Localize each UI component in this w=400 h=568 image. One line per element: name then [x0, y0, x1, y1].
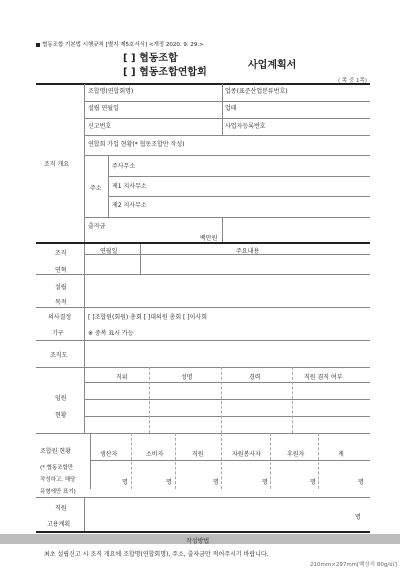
decision-label-1: 의사결정 — [48, 314, 72, 321]
title-federation: [ ] 협동조합연합회 — [123, 67, 207, 78]
employment-label-1: 직원 — [55, 505, 67, 512]
members-note-1: (* 협동조합만 — [40, 465, 74, 471]
left-border — [90, 433, 91, 489]
row-line — [36, 274, 370, 275]
officers-label-1: 임원 — [55, 395, 67, 402]
members-unit: 명 — [262, 479, 268, 486]
col-divider — [270, 433, 271, 489]
row-line — [84, 254, 370, 255]
row-line — [84, 155, 370, 156]
section-rule — [36, 531, 370, 533]
officers-col-concurrent: 직원 겸직 여부 — [304, 374, 343, 381]
row-line — [84, 118, 370, 119]
business-type-label: 업태 — [225, 105, 237, 112]
instructions-text: 최초 설립신고 시 조직 개요에 조합명(연합회명), 주소, 출자금만 적어주시기 바랍니다. — [44, 551, 269, 558]
members-col-consumer: 소비자 — [146, 451, 164, 458]
members-unit: 명 — [166, 479, 172, 486]
history-label-2: 연혁 — [55, 267, 67, 274]
members-unit: 명 — [358, 479, 364, 486]
history-label-1: 조직 — [55, 250, 67, 257]
page-count: ( 쪽 중 1쪽) — [338, 78, 367, 84]
address-divider — [108, 155, 109, 217]
row-line — [84, 382, 370, 383]
industry-label: 업종(표준산업분류번호) — [225, 88, 288, 95]
org-col-divider — [222, 84, 223, 135]
members-col-employee: 직원 — [192, 451, 204, 458]
members-label: 조합원 현황 — [40, 448, 71, 455]
left-border — [84, 367, 85, 433]
members-unit: 명 — [122, 479, 128, 486]
members-col-total: 계 — [338, 451, 344, 458]
left-border — [84, 340, 85, 367]
title-cooperative: [ ] 협동조합 — [123, 53, 178, 64]
members-col-producer: 생산자 — [100, 451, 118, 458]
left-border — [84, 497, 85, 531]
capital-divider — [222, 217, 223, 242]
purpose-label-1: 설립 — [55, 284, 67, 291]
history-divider — [140, 244, 141, 274]
main-office-label: 주사무소 — [112, 163, 136, 170]
members-note-2: 작성하고, 해당 — [40, 477, 76, 483]
history-col-content: 주요내용 — [236, 248, 260, 255]
col-divider — [221, 433, 222, 489]
bullet-icon — [36, 43, 40, 47]
section-rule — [36, 242, 370, 244]
row-line — [84, 217, 370, 218]
capital-label: 출자금 — [88, 223, 106, 230]
address-label: 주소 — [90, 185, 102, 192]
col-divider — [318, 433, 319, 489]
left-border — [84, 244, 85, 274]
members-note-3: 유형에만 표기) — [40, 489, 76, 495]
col-divider — [221, 367, 222, 433]
officers-col-career: 경력 — [249, 374, 261, 381]
instructions-title: 작성방법 — [186, 538, 210, 545]
founded-label: 설립 연월일 — [88, 105, 119, 112]
left-border — [84, 307, 85, 340]
row-line — [84, 101, 370, 102]
left-border — [84, 274, 85, 307]
purpose-label-2: 목적 — [55, 299, 67, 306]
branch2-label: 제2 지사무소 — [112, 202, 147, 209]
row-line — [36, 307, 370, 308]
org-section-label: 조직 개요 — [44, 161, 70, 168]
employment-unit: 명 — [355, 514, 361, 521]
bizreg-label: 사업자등록번호 — [225, 123, 266, 130]
top-rule — [36, 83, 370, 85]
row-line — [36, 497, 370, 498]
row-line — [84, 135, 370, 136]
decision-options: [ ]조합원(회원) 총회 [ ]대의원 총회 [ ]이사회 — [88, 314, 208, 321]
row-line — [90, 460, 370, 461]
col-divider — [149, 367, 150, 433]
form-note — [36, 40, 204, 48]
form-note-text: 협동조합 기본법 시행규칙 [별지 제5호서식] <개정 2020. 9. 29.> — [42, 42, 204, 48]
report-no-label: 신고번호 — [88, 123, 112, 130]
row-line — [36, 340, 370, 341]
decision-label-2: 기구 — [52, 330, 64, 337]
capital-unit: 백만원 — [200, 235, 218, 242]
decision-note: ※ 중복 표시 가능 — [88, 330, 134, 337]
row-line — [84, 399, 370, 400]
branch1-label: 제1 지사무소 — [112, 183, 147, 190]
col-divider — [175, 433, 176, 489]
members-unit: 명 — [213, 479, 219, 486]
paper-spec: 210mm×297mm[백상지 80g/㎡] — [310, 562, 397, 568]
row-line — [108, 176, 370, 177]
row-line — [84, 416, 370, 417]
history-col-date: 연월일 — [100, 248, 118, 255]
employment-label-2: 고용계획 — [47, 521, 71, 528]
col-divider — [131, 433, 132, 489]
orgchart-label: 조직도 — [50, 352, 68, 359]
members-col-sponsor: 후원자 — [287, 451, 305, 458]
org-left-border — [84, 84, 85, 242]
row-line — [108, 196, 370, 197]
page-title: 사업계획서 — [248, 60, 297, 71]
org-name-label: 조합명(연합회명) — [88, 88, 134, 95]
federation-label: 연합회 가입 현황(* 협동조합만 작성) — [88, 141, 185, 148]
col-divider — [292, 367, 293, 433]
row-line — [36, 433, 370, 434]
members-col-volunteer: 자원봉사자 — [232, 451, 261, 458]
row-line — [36, 367, 370, 368]
officers-col-position: 직위 — [116, 374, 128, 381]
officers-label-2: 현황 — [55, 412, 67, 419]
officers-col-name: 성명 — [181, 374, 193, 381]
members-unit: 명 — [310, 479, 316, 486]
